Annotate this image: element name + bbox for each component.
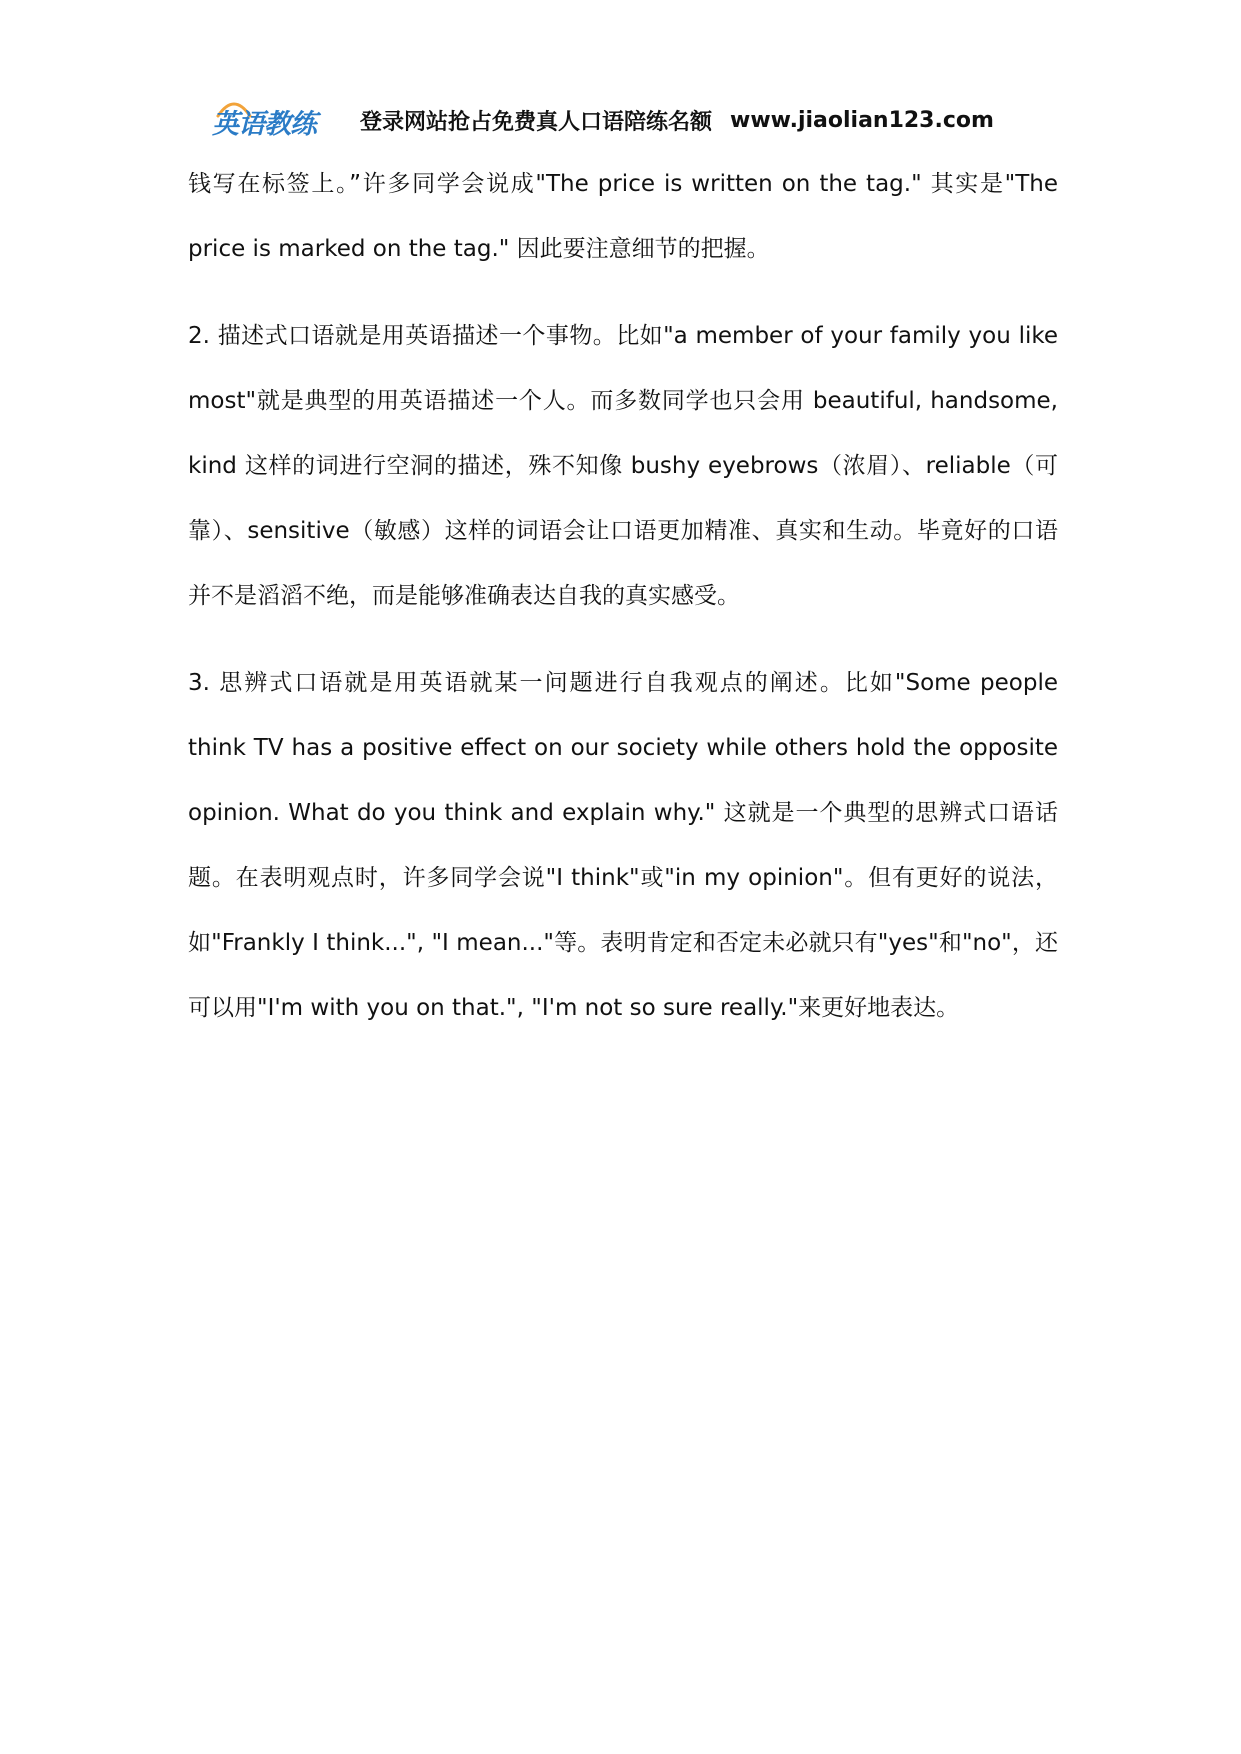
document-body	[188, 152, 1058, 1063]
website-url: www.jiaolian123.com	[730, 107, 994, 133]
header-slogan: 登录网站抢占免费真人口语陪练名额	[360, 109, 713, 135]
paragraph-price-tag: 钱写在标签上。”许多同学会说成"The price is written on the tag." 其实是"The price is marked on the tag." 因此要注意细节的把握。	[188, 171, 1058, 262]
page-header	[212, 94, 1032, 146]
paragraph-descriptive-speaking: 2. 描述式口语就是用英语描述一个事物。比如"a member of your family you like most"就是典型的用英语描述一个人。而多数同学也只会用 beautiful, handsome, kind 这样的词进行空洞的描述，殊不知像 bushy eyebrows（浓眉）、reliable（可靠）、sensitive（敏感）这样的词语会让口语更加精准、真实和生动。毕竟好的口语并不是滔滔不绝，而是能够准确表达自我的真实感受。	[188, 323, 1058, 609]
logo-text: 英语教练	[212, 109, 316, 140]
paragraph-argumentative-speaking: 3. 思辨式口语就是用英语就某一问题进行自我观点的阐述。比如"Some people think TV has a positive effect on our society while others hold the opposite opinion. What do you think and explain why." 这就是一个典型的思辨式口语话题。在表明观点时，许多同学会说"I think"或"in my opinion"。但有更好的说法，如"Frankly I think...", "I mean..."等。表明肯定和否定未必就只有"yes"和"no"，还可以用"I'm with you on that.", "I'm not so sure really."来更好地表达。	[188, 670, 1058, 1021]
brand-logo	[212, 98, 330, 142]
